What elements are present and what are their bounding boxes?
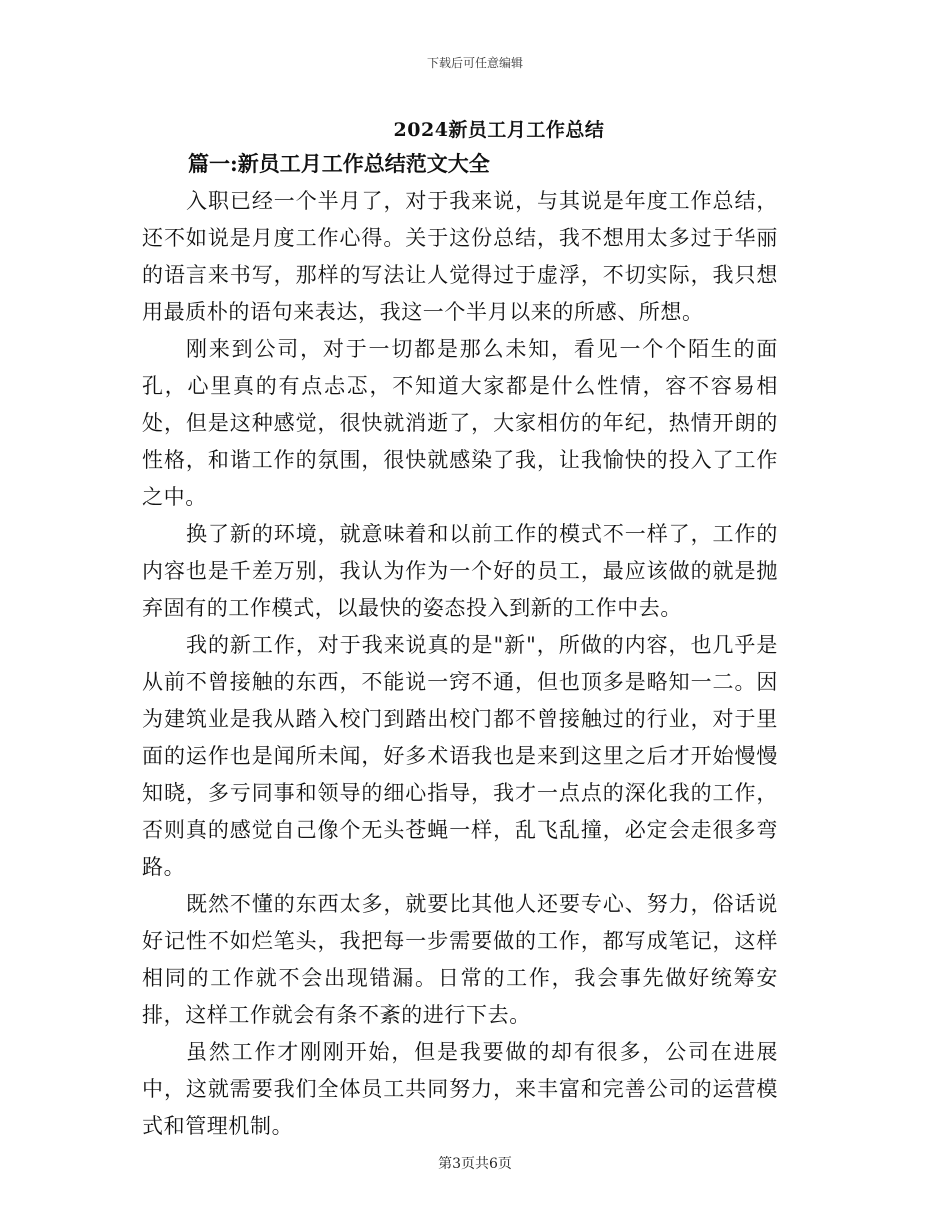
paragraph: 换了新的环境，就意味着和以前工作的模式不一样了，工作的内容也是千差万别，我认为作为一个好的员工，最应该做的就是抛弃固有的工作模式，以最快的姿态投入到新的工作中去。 xyxy=(142,522,778,620)
paragraph: 虽然工作才刚刚开始，但是我要做的却有很多，公司在进展中，这就需要我们全体员工共同努力，来丰富和完善公司的运营模式和管理机制。 xyxy=(142,1040,778,1138)
paragraph: 我的新工作，对于我来说真的是"新"，所做的内容，也几乎是从前不曾接触的东西，不能说一窍不通，但也顶多是略知一二。因为建筑业是我从踏入校门到踏出校门都不曾接触过的行业，对于里面的运作也是闻所未闻，好多术语我也是来到这里之后才开始慢慢知晓，多亏同事和领导的细心指导，我才一点点的深化我的工作，否则真的感觉自己像个无头苍蝇一样，乱飞乱撞，必定会走很多弯路。 xyxy=(142,633,778,879)
paragraph: 刚来到公司，对于一切都是那么未知，看见一个个陌生的面孔，心里真的有点忐忑，不知道大家都是什么性情，容不容易相处，但是这种感觉，很快就消逝了，大家相仿的年纪，热情开朗的性格，和谐工作的氛围，很快就感染了我，让我愉快的投入了工作之中。 xyxy=(142,337,778,509)
page-footer-indicator: 第3页共6页 xyxy=(438,1156,512,1172)
paragraph: 既然不懂的东西太多，就要比其他人还要专心、努力，俗话说好记性不如烂笔头，我把每一步需要做的工作，都写成笔记，这样相同的工作就不会出现错漏。日常的工作，我会事先做好统筹安排，这样工作就会有条不紊的进行下去。 xyxy=(142,892,778,1027)
paragraph: 入职已经一个半月了，对于我来说，与其说是年度工作总结，还不如说是月度工作心得。关于这份总结，我不想用太多过于华丽的语言来书写，那样的写法让人觉得过于虚浮，不切实际，我只想用最质朴的语句来表达，我这一个半月以来的所感、所想。 xyxy=(142,189,778,324)
document-body xyxy=(142,183,778,1145)
page-header-note: 下载后可任意编辑 xyxy=(426,56,523,70)
document-title: 2024新员工月工作总结 xyxy=(393,119,605,141)
section-heading: 篇一:新员工月工作总结范文大全 xyxy=(188,151,490,176)
